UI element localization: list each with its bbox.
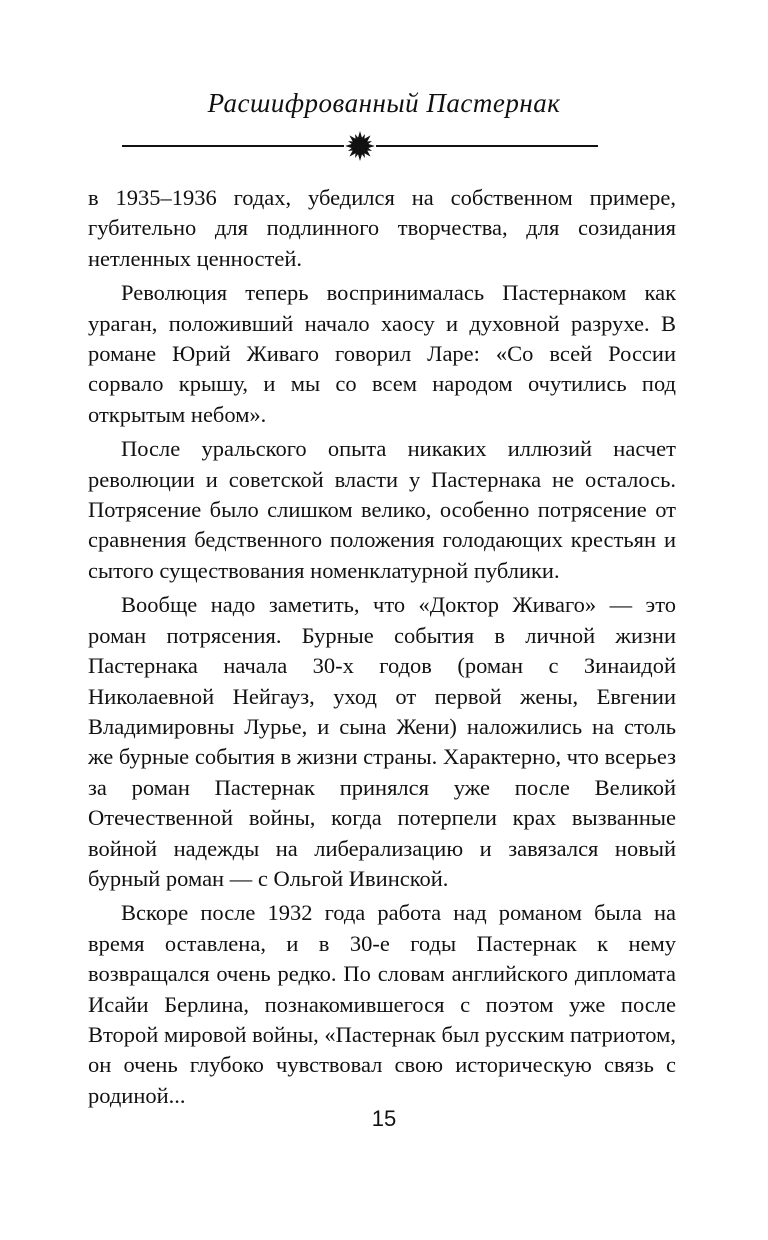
- paragraph-continued: в 1935–1936 годах, убедился на собственном примере, губительно для подлинного творчества, для созидания нетленных ценностей.: [88, 185, 676, 271]
- page-number: 15: [371, 1106, 397, 1131]
- paragraph: Революция теперь воспринималась Пастернаком как ураган, положивший начало хаосу и духовной разрухе. В романе Юрий Живаго говорил Ларе: «Со всей России сорвало крышу, и мы со всем народом очутились под открытым небом».: [88, 280, 676, 427]
- star-ornament-icon: [344, 130, 376, 162]
- ornament-rule-left: [122, 145, 344, 147]
- paragraph: После уральского опыта никаких иллюзий насчет революции и советской власти у Пастернака не осталось. Потрясение было слишком велико, особенно потрясение от сравнения бедственного положения голодающих крестьян и сытого существования номенклатурной публики.: [88, 436, 676, 583]
- paragraph: Вообще надо заметить, что «Доктор Живаго» — это роман потрясения. Бурные события в личной жизни Пастернака начала 30-х годов (роман с Зинаидой Николаевной Нейгауз, уход от первой жены, Евгении Владимировны Лурье, и сына Жени) наложились на столь же бурные события в жизни страны. Характерно, что всерьез за роман Пастернак принялся уже после Великой Отечественной войны, когда потерпели крах вызванные войной надежды на либерализацию и завязался новый бурный роман — с Ольгой Ивинской.: [88, 592, 676, 891]
- running-title: Расшифрованный Пастернак: [207, 88, 561, 118]
- ornament-rule-right: [376, 145, 598, 147]
- header-ornament: [122, 130, 598, 162]
- body-text: [88, 183, 676, 1111]
- paragraph: Вскоре после 1932 года работа над романом была на время оставлена, и в 30-е годы Пастернак к нему возвращался очень редко. По словам английского дипломата Исайи Берлина, познакомившегося с поэтом уже после Второй мировой войны, «Пастернак был русским патриотом, он очень глубоко чувствовал свою историческую связь с родиной...: [88, 900, 676, 1108]
